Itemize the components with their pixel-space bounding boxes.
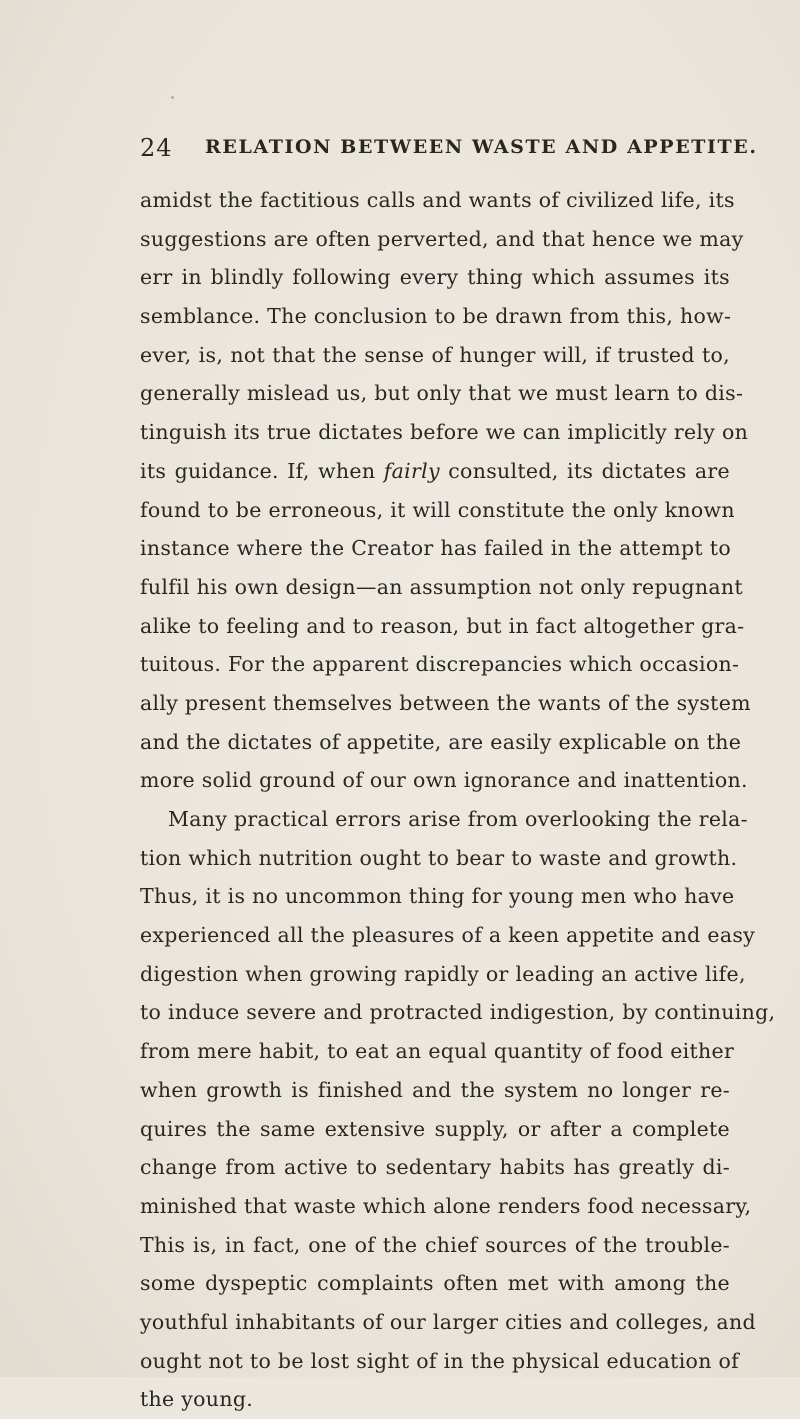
text-segment: its guidance. If, when — [140, 458, 376, 483]
text-line: and the dictates of appetite, are easily explicable on the — [140, 729, 742, 754]
page-header — [140, 134, 758, 164]
paper-speck — [171, 96, 174, 99]
text-line: Thus, it is no uncommon thing for young men who have — [140, 884, 735, 909]
text-line: tuitous. For the apparent discrepancies which occasion- — [140, 652, 740, 677]
page-number: 24 — [140, 134, 173, 162]
text-line: change from active to sedentary habits has greatly di- — [140, 1155, 730, 1180]
paragraph-end-line: the young. — [140, 1387, 254, 1412]
text-line: tion which nutrition ought to bear to waste and growth. — [140, 845, 738, 870]
text-line: ally present themselves between the wants of the system — [140, 690, 751, 715]
emphasized-word: fairly — [383, 458, 440, 483]
text-line: when growth is finished and the system no longer re- — [140, 1077, 730, 1102]
text-line: some dyspeptic complaints often met with among the — [140, 1271, 730, 1296]
text-line: from mere habit, to eat an equal quantity of food either — [140, 1039, 735, 1064]
text-line: more solid ground of our own ignorance and inattention. — [140, 768, 748, 793]
text-line: found to be erroneous, it will constitute the only known — [140, 497, 735, 522]
text-segment: consulted, its dictates are — [448, 458, 730, 483]
paragraph-start-line: Many practical errors arise from overlooking the rela- — [168, 807, 748, 831]
text-line: to induce severe and protracted indigestion, by continuing, — [140, 1000, 776, 1025]
text-line: amidst the factitious calls and wants of civilized life, its — [140, 188, 735, 212]
text-line: alike to feeling and to reason, but in fact altogether gra- — [140, 613, 745, 638]
text-line: semblance. The conclusion to be drawn from this, how- — [140, 304, 732, 329]
text-line — [140, 452, 730, 491]
text-line: err in blindly following every thing which assumes its — [140, 265, 730, 290]
text-line: suggestions are often perverted, and that hence we may — [140, 226, 744, 251]
text-line: tinguish its true dictates before we can implicitly rely on — [140, 420, 749, 445]
text-line: instance where the Creator has failed in the attempt to — [140, 536, 731, 561]
running-head: RELATION BETWEEN WASTE AND APPETITE. — [205, 136, 758, 158]
text-line: youthful inhabitants of our larger cities and colleges, and — [140, 1309, 756, 1334]
text-line: This is, in fact, one of the chief sources of the trouble- — [140, 1232, 730, 1257]
text-line: generally mislead us, but only that we must learn to dis- — [140, 381, 744, 406]
text-line: ever, is, not that the sense of hunger will, if trusted to, — [140, 342, 730, 367]
text-line: minished that waste which alone renders food necessary, — [140, 1193, 752, 1218]
text-line: fulfil his own design—an assumption not only repugnant — [140, 574, 743, 599]
text-line: quires the same extensive supply, or after a complete — [140, 1116, 730, 1141]
body-text — [140, 181, 776, 1419]
text-line: digestion when growing rapidly or leading an active life, — [140, 961, 746, 986]
text-line: experienced all the pleasures of a keen appetite and easy — [140, 923, 756, 948]
text-line: ought not to be lost sight of in the physical education of — [140, 1348, 740, 1373]
